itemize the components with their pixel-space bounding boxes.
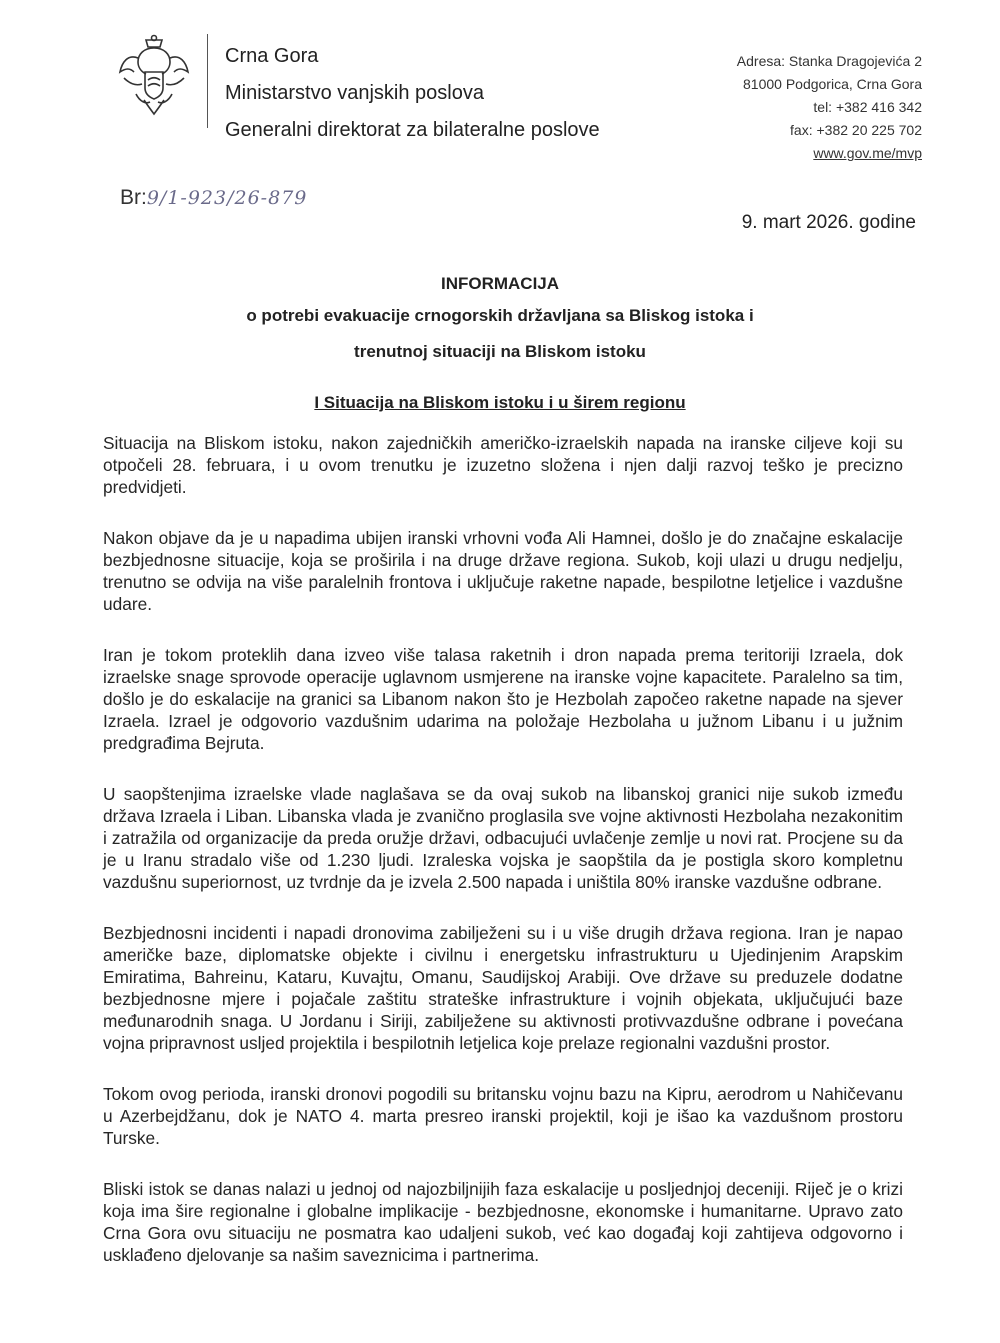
institution-ministry: Ministarstvo vanjskih poslova (225, 82, 484, 104)
institution-block (225, 38, 600, 149)
reference-handwritten-number: 9/1-923/26-879 (146, 187, 308, 209)
paragraph: Iran je tokom proteklih dana izveo više talasa raketnih i dron napada prema teritoriji Izraela, dok izraelske snage sprovode operacije uglavnom usmjerene na iranske vojne kapacitete. Paralelno sa tim, došlo je do eskalacije na granici sa Libanom nakon što je Hezbolah započeo raketne napade na sjever Izraela. Izrael je odgovorio vazdušnim udarima na položaje Hezbolaha u južnom Libanu i u južnim predgrađima Bejruta. (103, 645, 903, 753)
document-subtitle-line2: trenutnoj situaciji na Bliskom istoku (354, 342, 646, 361)
section-heading (0, 393, 1000, 413)
contact-phone: tel: +382 416 342 (813, 99, 922, 115)
contact-city: 81000 Podgorica, Crna Gora (743, 76, 922, 92)
body-text (103, 432, 903, 1295)
reference-number (120, 186, 307, 210)
header-divider (207, 34, 208, 128)
reference-label: Br: (120, 186, 147, 209)
contact-address: Adresa: Stanka Dragojevića 2 (736, 53, 922, 69)
institution-directorate: Generalni direktorat za bilateralne poslove (225, 119, 600, 141)
paragraph: Tokom ovog perioda, iranski dronovi pogodili su britansku vojnu bazu na Kipru, aerodrom u Nahičevanu u Azerbejdžanu, dok je NATO 4. marta presreo iranski projektil, koji je išao ka vazdušnom prostoru Turske. (103, 1084, 903, 1148)
section-heading-text: I Situacija na Bliskom istoku i u širem regionu (314, 393, 686, 412)
paragraph: Bezbjednosni incidenti i napadi dronovima zabilježeni su i u više drugih država regiona. Iran je napao američke baze, diplomatske objekte i civilnu i energetsku infrastrukturu u Ujedinjenim Arapskim Emiratima, Bahreinu, Kataru, Kuvajtu, Omanu, Saudijskoj Arabiji. Ove države su preduzele dodatne bezbjednosne mjere i pojačale zaštitu strateške infrastrukture i vojnih objekata, uključujući baze međunarodnih snaga. U Jordanu i Siriji, zabilježene su aktivnosti protivvazdušne odbrane i povećana vojna pripravnost usljed projektila i bespilotnih letjelica koje prelaze regionalni vazdušni prostor. (103, 923, 903, 1053)
document-date: 9. mart 2026. godine (741, 212, 916, 233)
paragraph: U saopštenjima izraelske vlade naglašava se da ovaj sukob na libanskoj granici nije sukob između država Izraela i Liban. Libanska vlada je zvanično proglasila sve vojne aktivnosti Hezbolaha nezakonitim i zatražila od organizacije da preda oružje državi, odbacujući uvlačenje zemlje u novi rat. Procjene su da je u Iranu stradalo više od 1.230 ljudi. Izraleska vojska je saopštila da je postigla skoro kompletnu vazdušnu superiornost, uz tvrdnje da je izvela 2.500 napada i uništila 80% iranske vazdušne odbrane. (103, 784, 903, 892)
montenegro-coat-of-arms-icon (118, 34, 190, 118)
document-subtitle-line1: o potrebi evakuacije crnogorskih državljana sa Bliskog istoka i (246, 306, 754, 325)
contact-fax: fax: +382 20 225 702 (790, 122, 922, 138)
contact-website-link[interactable]: www.gov.me/mvp (813, 145, 922, 161)
contact-block (737, 50, 922, 165)
paragraph: Nakon objave da je u napadima ubijen iranski vrhovni vođa Ali Hamnei, došlo je do značajne eskalacije bezbjednosne situacije, koja se proširila i na druge države regiona. Sukob, koji ulazi u drugu nedjelju, trenutno se odvija na više paralelnih frontova i uključuje raketne napade, bespilotne letjelice i vazdušne udare. (103, 528, 903, 614)
paragraph: Bliski istok se danas nalazi u jednoj od najozbiljnijih faza eskalacije u posljednjoj deceniji. Riječ je o krizi koja ima šire regionalne i globalne implikacije - bezbjednosne, ekonomske i humanitarne. Upravo zato Crna Gora ovu situaciju ne posmatra kao udaljeni sukob, već kao događaj koji zahtijeva odgovorno i usklađeno djelovanje sa našim saveznicima i partnerima. (103, 1179, 903, 1265)
document-heading: INFORMACIJA (440, 274, 560, 293)
paragraph: Situacija na Bliskom istoku, nakon zajedničkih američko-izraelskih napada na iranske ciljeve koji su otpočeli 28. februara, i u ovom trenutku je izuzetno složena i njen dalji razvoj teško je precizno predvidjeti. (103, 433, 903, 497)
institution-country: Crna Gora (225, 45, 319, 67)
